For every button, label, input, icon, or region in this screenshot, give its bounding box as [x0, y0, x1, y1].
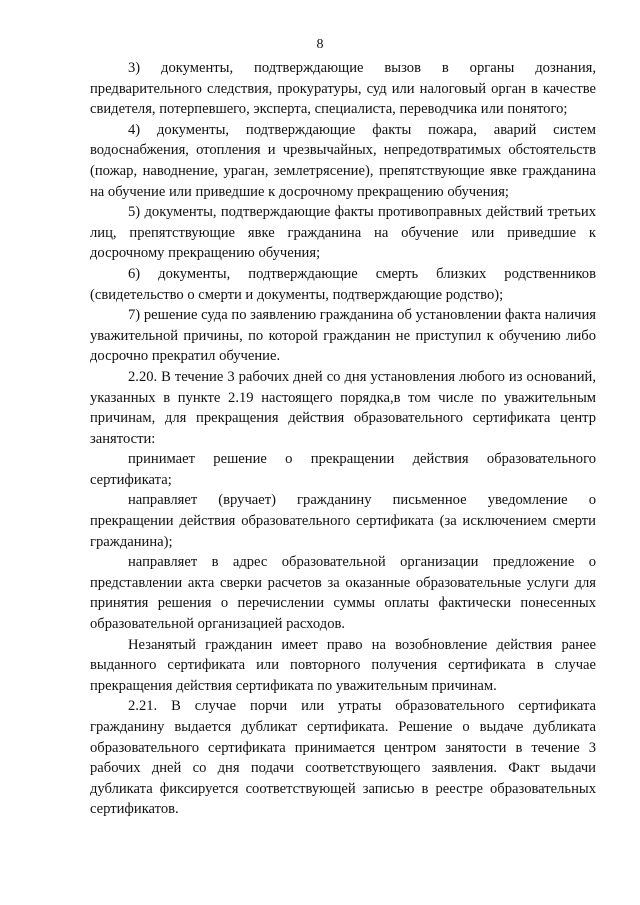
paragraph-item-7: 7) решение суда по заявлению гражданина об установлении факта наличия уважительной причины, по которой гражданин не приступил к обучению либо досрочно прекратил обучение.	[90, 307, 596, 365]
document-body	[90, 58, 596, 820]
paragraph-clause-2-20: 2.20. В течение 3 рабочих дней со дня установления любого из оснований, указанных в пункте 2.19 настоящего порядка,в том числе по уважительным причинам, для прекращения действия образовательного сертификата центр занятости:	[90, 368, 596, 447]
paragraph-clause-2-21: 2.21. В случае порчи или утраты образовательного сертификата гражданину выдается дубликат сертификата. Решение о выдаче дубликата образовательного сертификата принимается центром занятости в течение 3 рабочих дней со дня подачи соответствующего заявления. Факт выдачи дубликата фиксируется соответствующей записью в реестре образовательных сертификатов.	[90, 698, 596, 818]
paragraph-reconciliation: направляет в адрес образовательной организации предложение о представлении акта сверки расчетов за оказанные образовательные услуги для принятия решения о перечислении суммы оплаты фактически понесенных образовательной организацией расходов.	[90, 554, 596, 633]
paragraph-renewal: Незанятый гражданин имеет право на возобновление действия ранее выданного сертификата или повторного получения сертификата в случае прекращения действия сертификата по уважительным причинам.	[90, 636, 596, 694]
paragraph-item-5: 5) документы, подтверждающие факты противоправных действий третьих лиц, препятствующие явке гражданина на обучение или приведшие к досрочному прекращению обучения;	[90, 204, 596, 262]
paragraph-item-6: 6) документы, подтверждающие смерть близких родственников (свидетельство о смерти и документы, подтверждающие родство);	[90, 265, 596, 303]
page-number: 8	[316, 37, 324, 52]
paragraph-decision: принимает решение о прекращении действия образовательного сертификата;	[90, 451, 596, 488]
paragraph-notification: направляет (вручает) гражданину письменное уведомление о прекращении действия образовательного сертификата (за исключением смерти гражданина);	[90, 492, 596, 550]
paragraph-item-4: 4) документы, подтверждающие факты пожара, аварий систем водоснабжения, отопления и чрезвычайных, непредотвратимых обстоятельств (пожар, наводнение, ураган, землетрясение), препятствующие явке гражданина на обучение или приведшие к досрочному прекращению обучения;	[90, 121, 596, 200]
paragraph-item-3: 3) документы, подтверждающие вызов в органы дознания, предварительного следствия, прокуратуры, суд или налоговый орган в качестве свидетеля, потерпевшего, эксперта, специалиста, переводчика или понятого;	[90, 60, 596, 118]
